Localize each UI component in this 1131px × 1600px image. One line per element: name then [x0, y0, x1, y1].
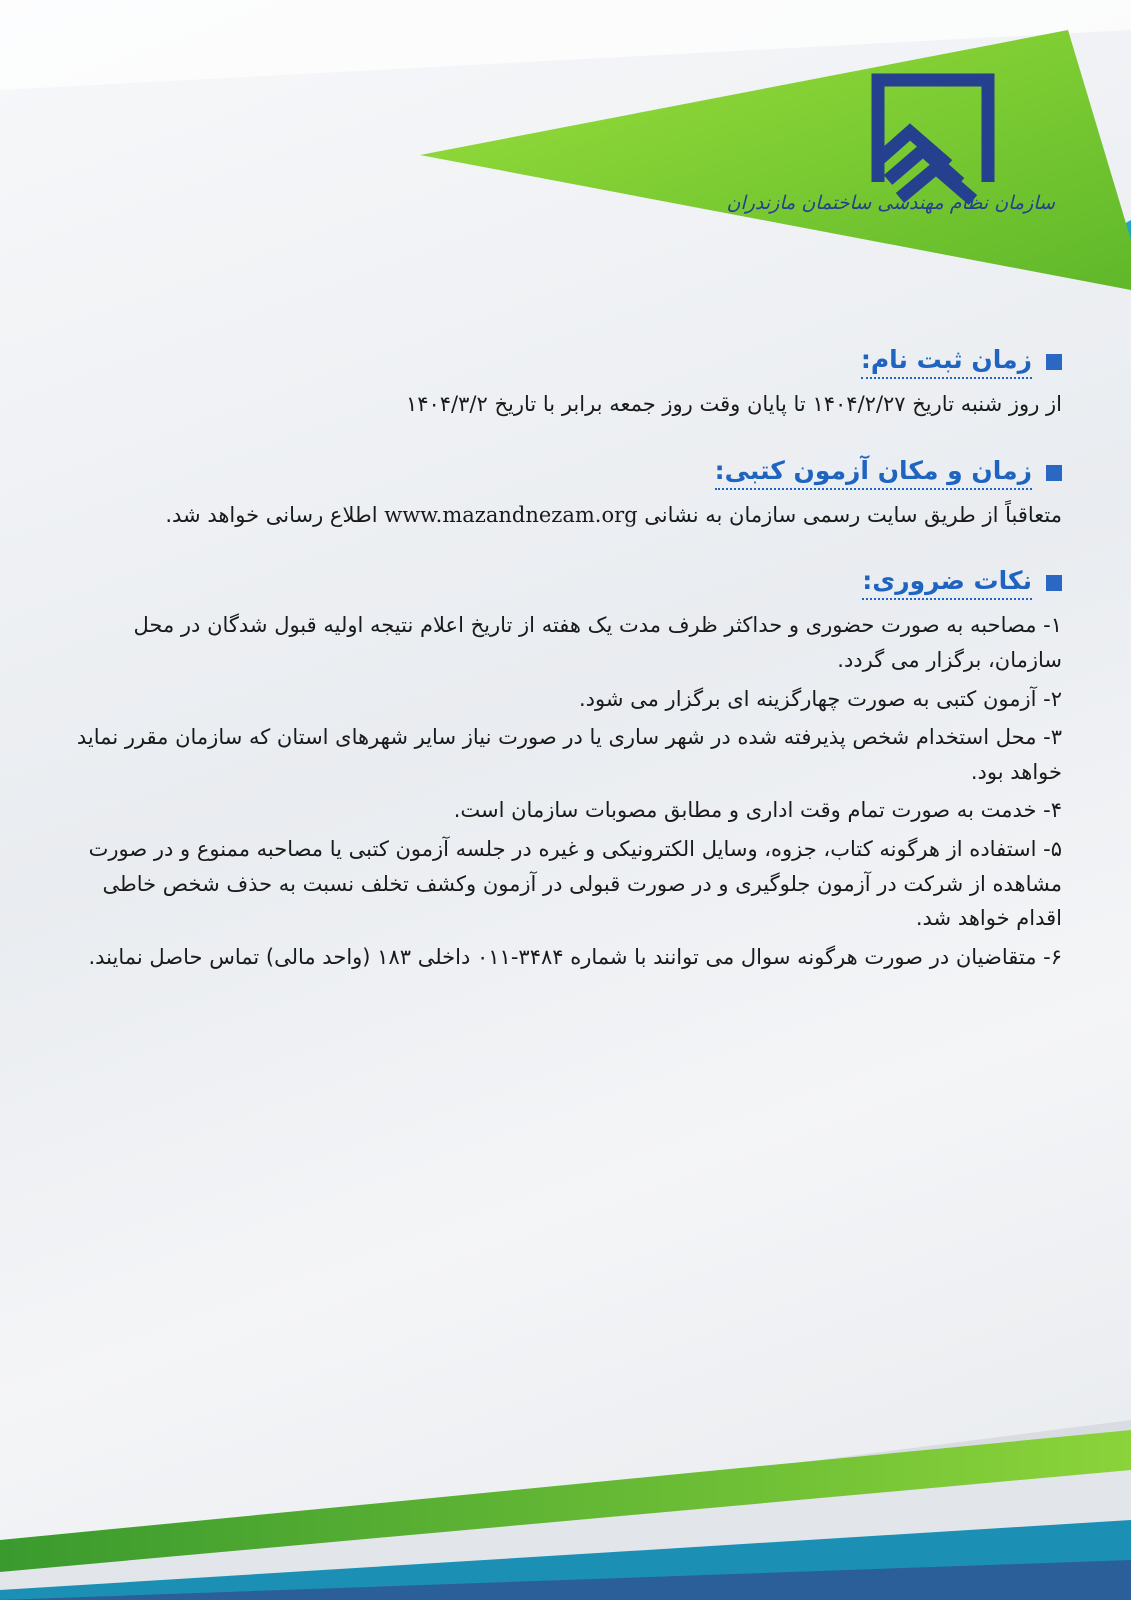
organization-name: سازمان نظام مهندسی ساختمان مازندران: [726, 192, 1055, 214]
notes-heading: [62, 566, 1062, 600]
square-bullet-icon: [1046, 575, 1062, 591]
exam-text: [62, 498, 1062, 533]
note-item-2: ۲- آزمون کتبی به صورت چهارگزینه ای برگزار می شود.: [578, 686, 1062, 711]
note-item-5: ۵- استفاده از هرگونه کتاب، جزوه، وسایل الکترونیکی و غیره در جلسه آزمون کتبی یا مصاحبه ممنوع و در صورت مشاهده از شرکت در آزمون جلوگیری و در صورت قبولی در آزمون وکشف تخلف نسبت به حذف شخص خاطی اقدام خواهد شد.: [88, 837, 1062, 931]
notes-heading-text: نکات ضروری:: [862, 566, 1032, 600]
registration-text: از روز شنبه تاریخ ۱۴۰۴/۲/۲۷ تا پایان وقت روز جمعه برابر با تاریخ ۱۴۰۴/۳/۲: [405, 392, 1062, 416]
exam-text-after: اطلاع رسانی خواهد شد.: [165, 502, 378, 527]
website-url: www.mazandnezam.org: [384, 502, 638, 527]
note-item-3: ۳- محل استخدام شخص پذیرفته شده در شهر ساری یا در صورت نیاز سایر شهرهای استان که سازمان مقرر نماید خواهد بود.: [76, 725, 1062, 784]
exam-text-before: متعاقباً از طریق سایت رسمی سازمان به نشانی: [644, 502, 1062, 527]
announcement-content: [62, 345, 1062, 1009]
logo-emblem-icon: [838, 70, 1058, 240]
note-item-6: ۶- متقاضیان در صورت هرگونه سوال می توانند با شماره ۳۴۸۴-۰۱۱ داخلی ۱۸۳ (واحد مالی) تماس حاصل نمایند.: [88, 945, 1062, 970]
registration-heading-text: زمان ثبت نام:: [861, 345, 1032, 379]
registration-section: [62, 345, 1062, 422]
registration-heading: [62, 345, 1062, 379]
notes-section: [62, 566, 1062, 974]
exam-heading: [62, 456, 1062, 490]
note-item-4: ۴- خدمت به صورت تمام وقت اداری و مطابق مصوبات سازمان است.: [453, 798, 1062, 823]
square-bullet-icon: [1046, 354, 1062, 370]
note-item-1: ۱- مصاحبه به صورت حضوری و حداکثر ظرف مدت یک هفته از تاریخ اعلام نتیجه اولیه قبول شدگان در محل سازمان، برگزار می گردد.: [133, 613, 1062, 672]
exam-section: [62, 456, 1062, 533]
square-bullet-icon: [1046, 465, 1062, 481]
exam-heading-text: زمان و مکان آزمون کتبی:: [715, 456, 1032, 490]
